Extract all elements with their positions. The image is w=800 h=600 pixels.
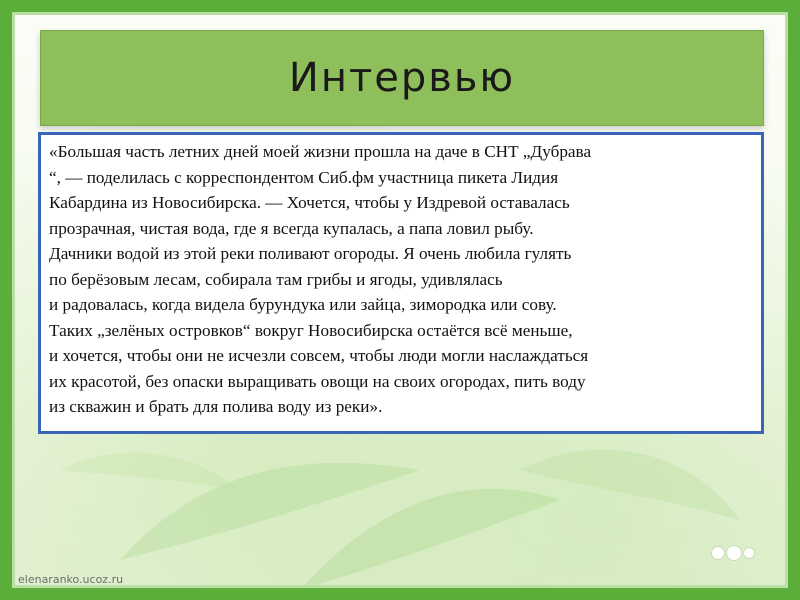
site-watermark: elenaranko.ucoz.ru [18, 573, 124, 586]
quote-text: «Большая часть летних дней моей жизни прошла на даче в СНТ „Дубрава “, — поделилась с корреспондентом Сиб.фм участница пикета Лидия Кабардина из Новосибирска. — Хочется, чтобы у Издревой оставалась прозрачная, чистая вода, где я всегда купалась, а папа ловил рыбу. Дачники водой из этой реки поливают огороды. Я очень любила гулять по берёзовым лесам, собирала там грибы и ягоды, удивлялась и радовалась, когда видела бурундука или зайца, зимородка или сову. Таких „зелёных островков“ вокруг Новосибирска остаётся всё меньше, и хочется, чтобы они не исчезли совсем, чтобы люди могли наслаждаться их красотой, без опаски выращивать овощи на своих огородах, пить воду из скважин и брать для полива воду из реки». [49, 142, 592, 416]
dot-icon [727, 546, 741, 560]
slide-title: Интервью [288, 55, 516, 101]
decorative-dots [712, 546, 754, 560]
dot-icon [712, 547, 724, 559]
title-bar [40, 30, 764, 126]
quote-box [38, 132, 764, 434]
dot-icon [744, 548, 754, 558]
